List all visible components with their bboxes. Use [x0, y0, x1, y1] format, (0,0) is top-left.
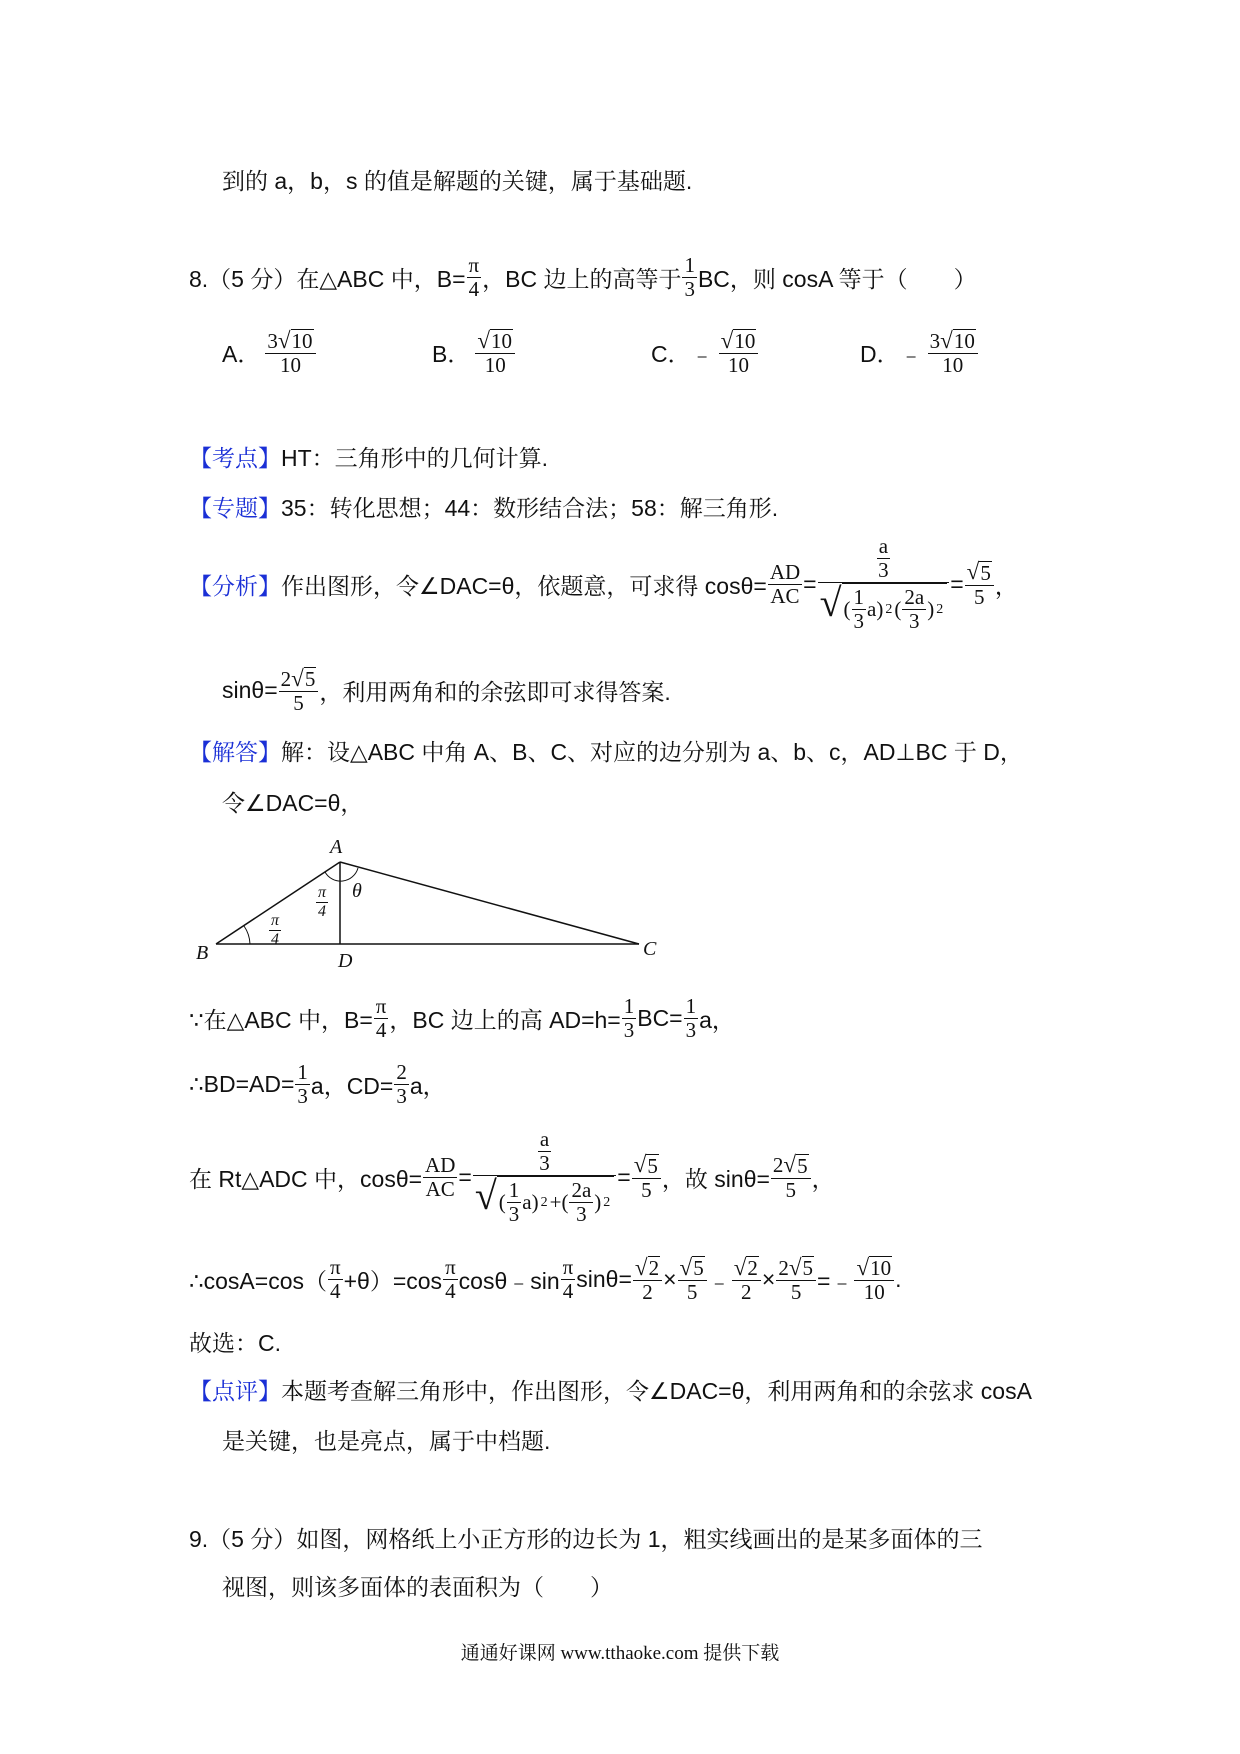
fraction — [328, 1256, 343, 1303]
label-c: C — [643, 938, 657, 960]
equals-minus: =﹣ — [817, 1268, 854, 1295]
den: 10 — [727, 353, 749, 378]
fraction — [374, 995, 389, 1042]
num: 1 — [685, 994, 697, 1018]
den: 10 — [942, 353, 964, 378]
angle-pi-4-b — [269, 912, 281, 948]
dianping-line — [189, 1373, 1032, 1406]
num: 1 — [853, 585, 865, 610]
den: 5 — [973, 584, 985, 609]
num — [678, 1255, 707, 1281]
sqrt — [635, 1255, 660, 1280]
exp: 2 — [540, 1195, 548, 1211]
sqrt-sign: √ — [966, 558, 980, 585]
den: 10 — [484, 353, 506, 378]
kaodian-tag: 【考点】 — [189, 445, 281, 471]
dianping-text: 本题考查解三角形中，作出图形，令∠DAC=θ，利用两角和的余弦求 cosA — [281, 1378, 1032, 1404]
fraction — [678, 1255, 707, 1304]
coef: 2 — [778, 1256, 789, 1280]
footer-watermark: 通通好课网 www.tthaoke.com 提供下载 — [460, 1643, 780, 1664]
fraction — [537, 1128, 552, 1175]
text: ， — [811, 1165, 835, 1192]
num: a — [539, 1127, 550, 1151]
fraction — [443, 1256, 458, 1303]
den: 5 — [785, 1177, 797, 1202]
den: 3 — [878, 558, 889, 583]
fraction — [684, 995, 699, 1042]
sqrt-sign: √ — [477, 327, 491, 353]
fraction — [423, 1154, 457, 1201]
sqrt-sign: √ — [733, 1254, 747, 1280]
times: × — [663, 1266, 677, 1293]
sqrt-sign: √ — [633, 1151, 647, 1178]
exp: 2 — [936, 602, 944, 618]
radicand: 5 — [693, 1256, 704, 1281]
num — [632, 1152, 661, 1178]
den: 4 — [468, 277, 480, 302]
dianping-line-2: 是关键，也是亮点，属于中档题. — [222, 1428, 551, 1454]
den: 4 — [330, 1279, 341, 1304]
answer-choice: 故选：C. — [189, 1330, 281, 1356]
sqrt — [734, 1255, 759, 1280]
paren: ( — [498, 1190, 506, 1215]
fraction — [854, 1255, 894, 1304]
q8-text: ，BC 边上的高等于 — [482, 266, 682, 293]
radicand: 5 — [304, 667, 316, 692]
sqrt-sign: √ — [720, 327, 734, 353]
den: AC — [770, 583, 800, 608]
num: π — [318, 884, 327, 901]
sqrt-sign: √ — [277, 327, 291, 353]
label-d: D — [338, 950, 353, 972]
var: a — [867, 597, 877, 622]
text: a， — [699, 1007, 735, 1034]
times: × — [761, 1266, 776, 1293]
den: 4 — [271, 930, 279, 948]
paren: ) — [927, 597, 935, 622]
radicand: 5 — [802, 1256, 814, 1281]
fraction — [295, 1061, 310, 1108]
fraction — [632, 1152, 661, 1201]
fraction — [569, 1179, 593, 1226]
text: ∵在△ABC 中，B= — [189, 1007, 373, 1034]
fraction — [507, 1179, 522, 1226]
question-9-line-2: 视图，则该多面体的表面积为（ ） — [222, 1574, 613, 1600]
jieda-tag: 【解答】 — [189, 739, 281, 765]
sqrt-sign: √ — [940, 327, 953, 353]
den: 3 — [297, 1084, 308, 1109]
num: π — [445, 1255, 456, 1280]
den: 5 — [641, 1177, 652, 1202]
option-label: D． — [860, 341, 900, 368]
period: . — [895, 1266, 902, 1293]
fenxi-tag: 【分析】 — [189, 572, 281, 599]
num: 2 — [396, 1060, 407, 1084]
paren: ) — [594, 1190, 602, 1215]
radicand: 5 — [797, 1153, 808, 1178]
num: 2a — [904, 585, 925, 610]
den: 3 — [508, 1202, 520, 1227]
den: 2 — [642, 1280, 653, 1305]
previous-answer-end: 到的 a，b，s 的值是解题的关键，属于基础题. — [222, 168, 693, 194]
num: 1 — [297, 1060, 308, 1084]
num — [776, 1255, 816, 1281]
sqrt — [789, 1255, 814, 1280]
label-a: A — [330, 836, 343, 858]
coef: 2 — [280, 667, 292, 691]
eq: = — [803, 570, 817, 597]
sqrt — [680, 1255, 705, 1280]
num: 1 — [623, 994, 635, 1018]
den: 10 — [279, 353, 301, 378]
sqrt-sign: √ — [819, 580, 842, 626]
fraction — [622, 995, 637, 1042]
radicand: 5 — [980, 560, 991, 585]
den: 3 — [853, 609, 865, 634]
sqrt — [783, 1152, 808, 1177]
step-3 — [189, 1128, 835, 1226]
label-theta: θ — [352, 880, 362, 902]
num: π — [375, 994, 387, 1018]
eq: = — [950, 570, 964, 597]
num — [771, 1152, 811, 1178]
text: a， — [409, 1073, 446, 1100]
den: 3 — [576, 1202, 587, 1227]
big-fraction — [473, 1128, 616, 1226]
radicand: 5 — [647, 1153, 658, 1178]
coef: 3 — [267, 329, 278, 353]
angle-b-arc — [244, 926, 250, 944]
paren: ( — [894, 597, 902, 622]
q8-text: 8.（5 分）在△ABC 中，B= — [189, 266, 466, 293]
eq: = — [617, 1163, 631, 1190]
text: ，利用两角和的余弦即可求得答案. — [319, 679, 671, 706]
radicand: 10 — [953, 329, 975, 354]
paren: ) — [531, 1190, 539, 1215]
num: π — [468, 253, 480, 277]
label-b: B — [196, 942, 209, 964]
den: 5 — [686, 1280, 698, 1305]
paren: ) — [876, 597, 884, 622]
sqrt — [473, 1173, 616, 1227]
text: cosθ﹣sin — [458, 1268, 560, 1295]
radicand: 10 — [734, 329, 756, 354]
side-ac — [340, 862, 639, 944]
den: 4 — [562, 1279, 574, 1304]
den: 5 — [293, 691, 304, 716]
sign: ﹣ — [690, 341, 714, 368]
num — [534, 1128, 555, 1175]
sqrt-sign: √ — [856, 1254, 870, 1280]
radicand: 10 — [291, 329, 313, 354]
text: ∴cosA=cos（ — [189, 1268, 327, 1295]
option-label: B． — [432, 341, 471, 368]
kaodian-text: HT：三角形中的几何计算. — [281, 445, 549, 471]
den: 4 — [318, 902, 326, 920]
radicand: 2 — [648, 1256, 660, 1281]
dianping-tag: 【点评】 — [189, 1378, 281, 1404]
sqrt — [634, 1152, 659, 1177]
sign: ﹣ — [899, 341, 923, 368]
fraction — [633, 1255, 662, 1304]
eq: = — [458, 1163, 472, 1190]
num: π — [330, 1255, 341, 1280]
num: 1 — [508, 1178, 520, 1203]
fraction — [732, 1255, 761, 1304]
num: π — [271, 912, 280, 929]
text: ，故 sinθ= — [661, 1165, 770, 1192]
option-label: A． — [222, 341, 261, 368]
num — [732, 1255, 761, 1281]
text: +θ）=cos — [343, 1268, 443, 1295]
fraction — [561, 1256, 576, 1303]
zhuanti-text: 35：转化思想；44：数形结合法；58：解三角形. — [281, 495, 779, 521]
den: 3 — [685, 1018, 697, 1043]
num: a — [878, 534, 889, 558]
text: sinθ= — [222, 677, 278, 704]
angle-pi-4-top — [316, 884, 328, 920]
den: 2 — [741, 1280, 752, 1305]
den: 4 — [375, 1018, 387, 1043]
den: 3 — [539, 1151, 550, 1176]
fraction — [771, 1152, 811, 1201]
text: a，CD= — [310, 1073, 394, 1100]
jieda-line-2: 令∠DAC=θ， — [222, 790, 364, 816]
exp: 2 — [885, 602, 893, 618]
text: ∴BD=AD= — [189, 1071, 295, 1098]
radicand: 2 — [747, 1256, 758, 1281]
radicand — [497, 1176, 615, 1226]
sqrt-sign: √ — [634, 1254, 648, 1280]
q8-text: BC，则 cosA 等于（ ） — [697, 266, 977, 293]
text: ，BC 边上的高 AD=h= — [389, 1007, 621, 1034]
den: 3 — [684, 277, 695, 302]
den: AC — [425, 1176, 455, 1201]
var: a — [522, 1190, 532, 1215]
radicand: 10 — [491, 329, 513, 354]
fraction — [776, 1255, 816, 1304]
fraction — [394, 1061, 409, 1108]
num — [633, 1255, 662, 1281]
coef: 3 — [929, 329, 941, 353]
num: π — [562, 1255, 574, 1280]
num: 2a — [571, 1178, 592, 1203]
den: 5 — [790, 1280, 802, 1305]
text: BC= — [637, 1005, 683, 1032]
jieda-text: 解：设△ABC 中角 A、B、C、对应的边分别为 a、b、c，AD⊥BC 于 D， — [281, 739, 1023, 765]
option-label: C． — [651, 341, 691, 368]
paren: ( — [843, 597, 851, 622]
sqrt-sign: √ — [788, 1254, 802, 1280]
minus: ﹣ — [707, 1268, 731, 1295]
plus: + — [549, 1190, 562, 1215]
sqrt-sign: √ — [783, 1151, 797, 1178]
text: 在 Rt△ADC 中，cosθ= — [189, 1165, 423, 1192]
comma: ， — [994, 572, 1018, 599]
exp: 2 — [603, 1195, 611, 1211]
text: sinθ= — [576, 1266, 632, 1293]
fenxi-text: 作出图形，令∠DAC=θ，依题意，可求得 cosθ= — [281, 572, 767, 599]
radicand: 10 — [870, 1256, 892, 1281]
zhuanti-tag: 【专题】 — [189, 495, 281, 521]
question-9-line-1: 9.（5 分）如图，网格纸上小正方形的边长为 1，粗实线画出的是某多面体的三 — [189, 1526, 983, 1552]
num: AD — [425, 1152, 456, 1177]
paren: ( — [561, 1190, 569, 1215]
den: 4 — [445, 1279, 456, 1304]
sqrt-sign: √ — [474, 1173, 497, 1219]
den: 10 — [863, 1280, 885, 1305]
sqrt — [856, 1255, 892, 1280]
coef: 2 — [772, 1153, 784, 1178]
den: 3 — [396, 1084, 407, 1109]
den: 3 — [909, 609, 920, 634]
num: AD — [769, 559, 801, 584]
den: 3 — [623, 1018, 635, 1043]
sqrt-sign: √ — [291, 665, 304, 691]
step-2 — [189, 1061, 446, 1108]
step-1 — [189, 995, 735, 1042]
num — [854, 1255, 894, 1281]
sqrt-sign: √ — [679, 1254, 693, 1280]
step-4 — [189, 1255, 902, 1304]
num: 1 — [684, 253, 695, 277]
